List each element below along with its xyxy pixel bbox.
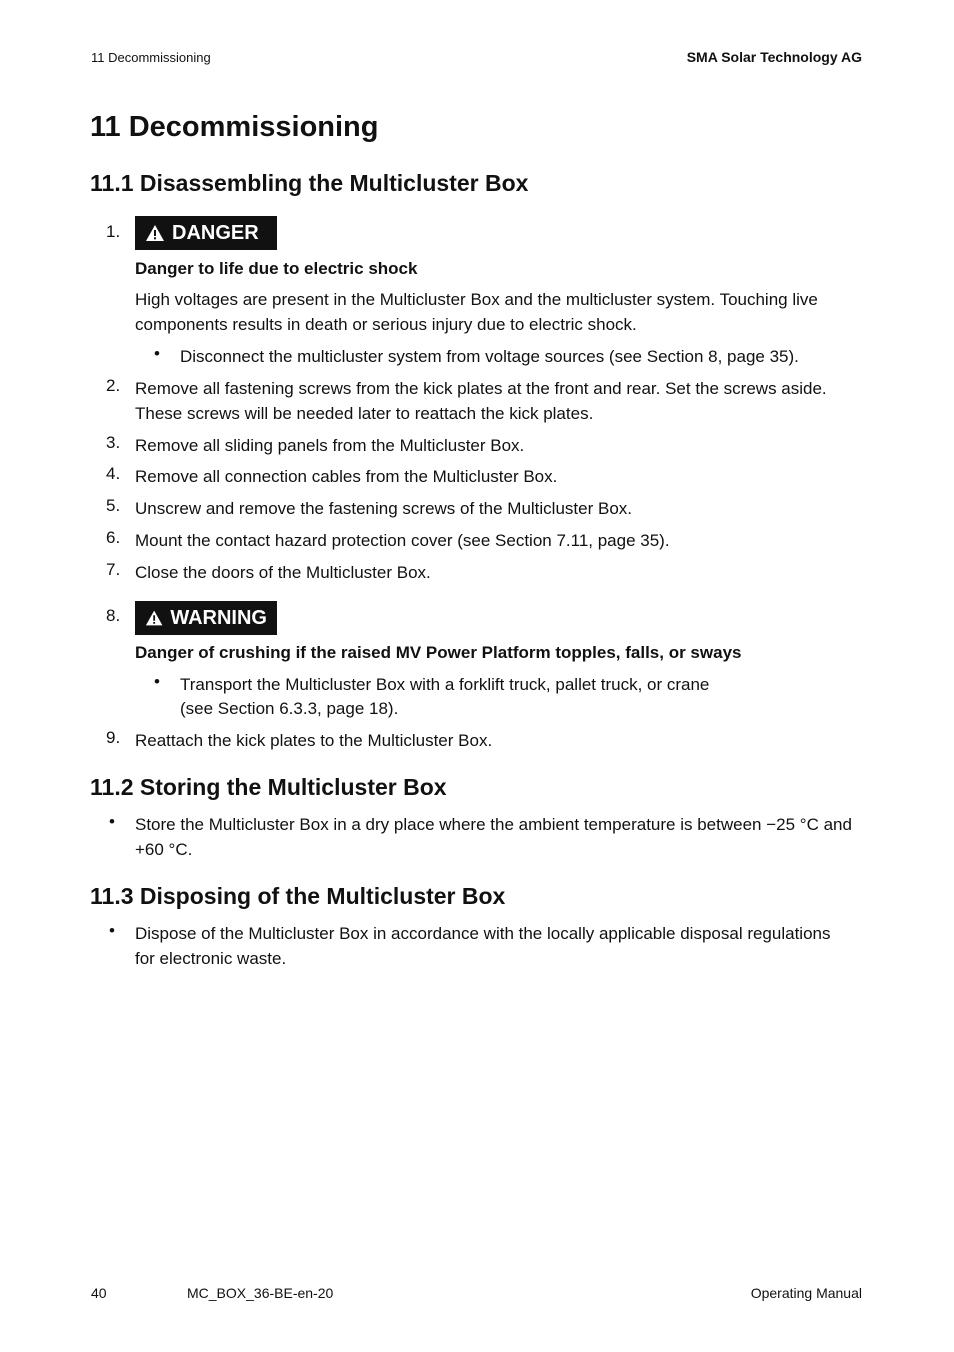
hazard-title-electric-shock: Danger to life due to electric shock — [135, 259, 418, 278]
step-number: 4. — [106, 464, 121, 483]
danger-badge-label: DANGER — [172, 221, 259, 244]
warning-badge — [135, 601, 277, 635]
bullet-marker: • — [109, 812, 115, 831]
disposal-instruction: for electronic waste. — [135, 949, 287, 968]
step-text: These screws will be needed later to reattach the kick plates. — [135, 404, 594, 423]
hazard-description-line: High voltages are present in the Multicluster Box and the multicluster system. Touching live — [135, 290, 818, 309]
document-type: Operating Manual — [750, 1285, 862, 1301]
section-heading-storing: 11.2 Storing the Multicluster Box — [90, 774, 447, 800]
page-number: 40 — [91, 1285, 107, 1301]
hazard-title-crushing: Danger of crushing if the raised MV Power Platform topples, falls, or sways — [135, 643, 742, 662]
bullet-marker: • — [154, 672, 160, 691]
hazard-measure: (see Section 6.3.3, page 18). — [180, 699, 399, 718]
hazard-description-line: components results in death or serious injury due to electric shock. — [135, 315, 637, 334]
step-number: 9. — [106, 728, 121, 747]
running-header-chapter: 11 Decommissioning — [91, 50, 211, 65]
running-header-company: SMA Solar Technology AG — [686, 49, 862, 65]
step-text: Mount the contact hazard protection cover (see Section 7.11, page 35). — [135, 531, 670, 550]
chapter-title: 11 Decommissioning — [90, 111, 379, 143]
hazard-measure: Transport the Multicluster Box with a forklift truck, pallet truck, or crane — [180, 675, 710, 694]
bullet-marker: • — [154, 344, 160, 363]
warning-triangle-icon — [145, 609, 163, 627]
warning-badge-label: WARNING — [170, 606, 267, 629]
section-heading-disposing: 11.3 Disposing of the Multicluster Box — [90, 883, 506, 909]
danger-badge — [135, 216, 277, 250]
step-number: 3. — [106, 433, 121, 452]
storing-instruction: +60 °C. — [135, 840, 193, 859]
step-text: Close the doors of the Multicluster Box. — [135, 563, 431, 582]
disposal-instruction: Dispose of the Multicluster Box in accordance with the locally applicable disposal regulations — [135, 924, 831, 943]
step-number: 1. — [106, 222, 121, 241]
step-text: Remove all sliding panels from the Multicluster Box. — [135, 436, 525, 455]
step-number: 7. — [106, 560, 121, 579]
step-number: 5. — [106, 496, 121, 515]
step-text: Unscrew and remove the fastening screws of the Multicluster Box. — [135, 499, 632, 518]
bullet-marker: • — [109, 921, 115, 940]
section-heading-disassembling: 11.1 Disassembling the Multicluster Box — [90, 170, 529, 196]
document-id: MC_BOX_36-BE-en-20 — [187, 1285, 334, 1301]
warning-triangle-icon — [145, 224, 165, 242]
step-text: Remove all fastening screws from the kick plates at the front and rear. Set the screws aside. — [135, 379, 827, 398]
step-number: 6. — [106, 528, 121, 547]
hazard-measure: Disconnect the multicluster system from voltage sources (see Section 8, page 35). — [180, 347, 799, 366]
step-text: Remove all connection cables from the Multicluster Box. — [135, 467, 558, 486]
step-text: Reattach the kick plates to the Multicluster Box. — [135, 731, 493, 750]
storing-instruction: Store the Multicluster Box in a dry place where the ambient temperature is between −25 °C and — [135, 815, 852, 834]
step-number: 8. — [106, 606, 121, 625]
step-number: 2. — [106, 376, 121, 395]
